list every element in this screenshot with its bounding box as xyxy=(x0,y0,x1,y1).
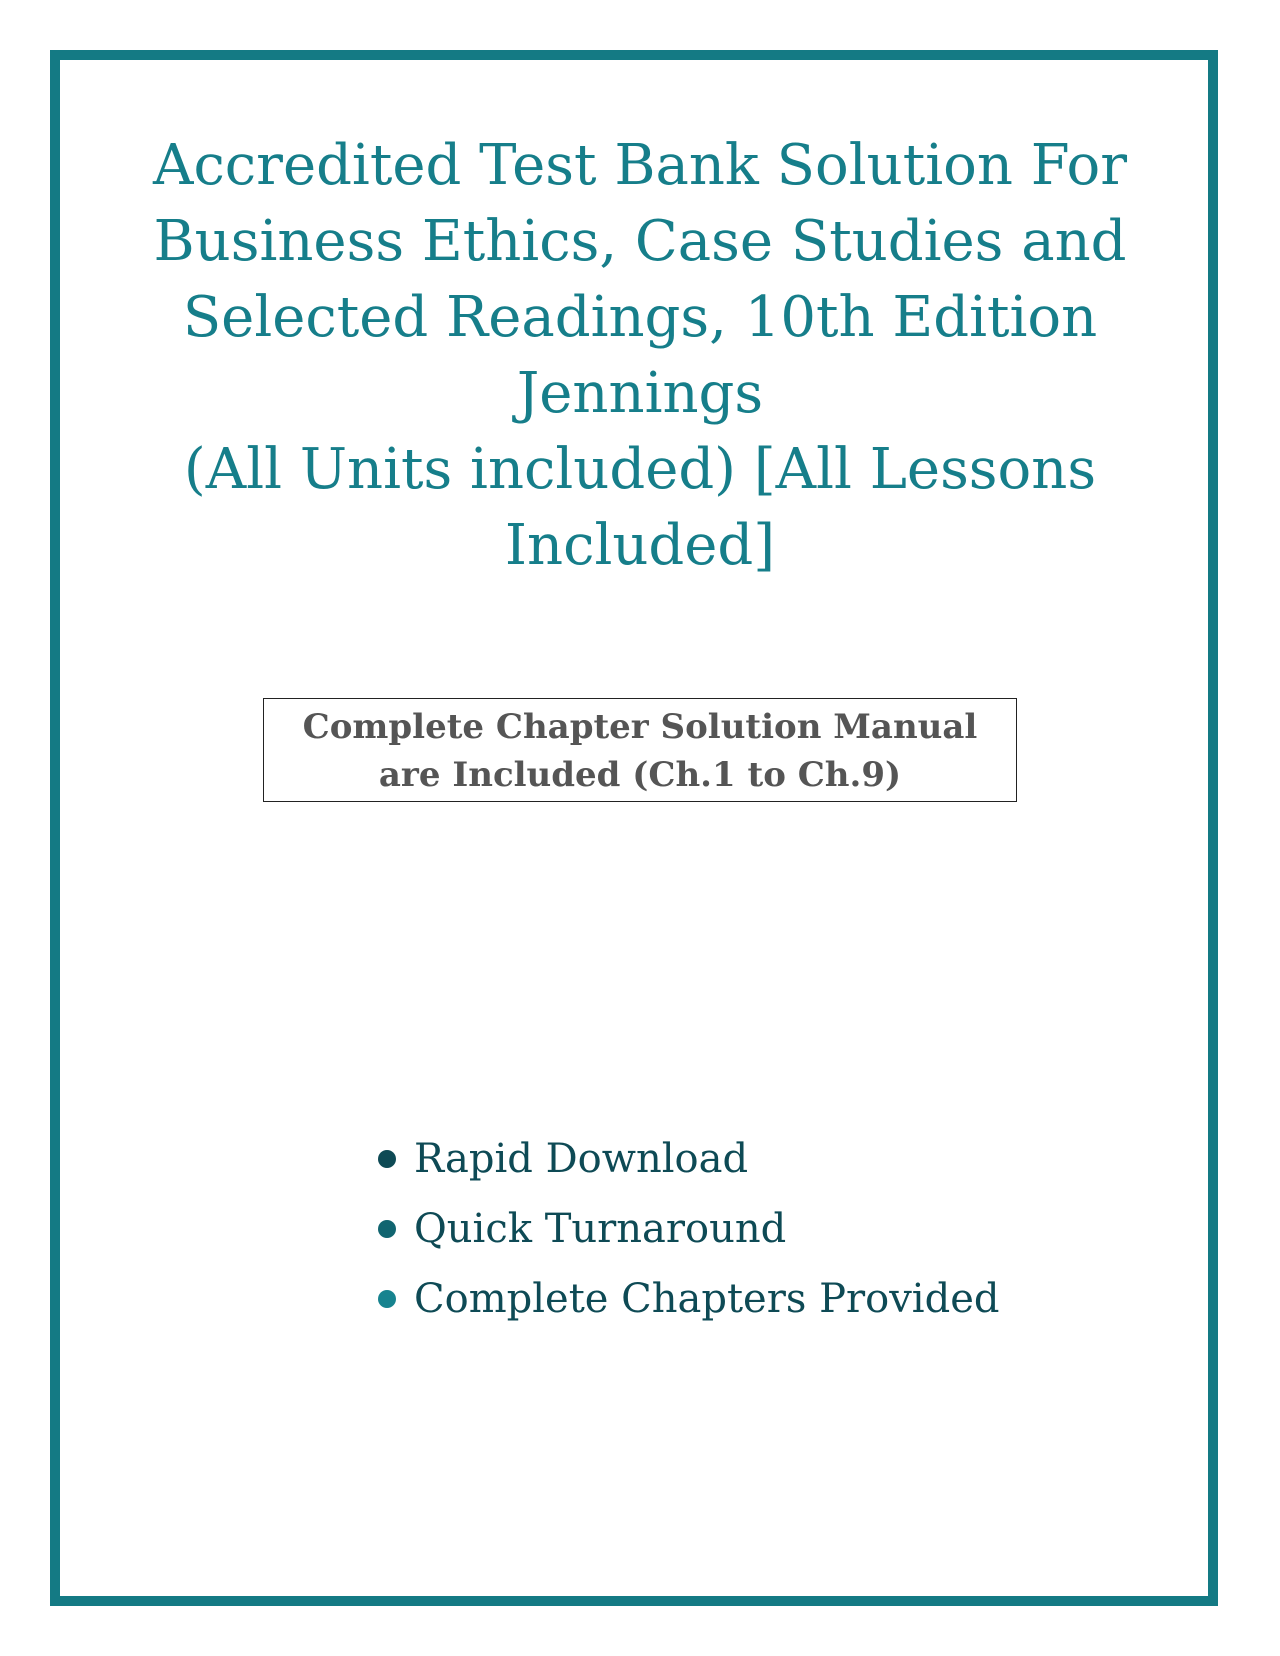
title-line: Included] xyxy=(504,513,776,578)
title-line: Business Ethics, Case Studies and xyxy=(153,209,1127,274)
callout-line: Complete Chapter Solution Manual xyxy=(302,707,978,747)
feature-label: Quick Turnaround xyxy=(414,1206,787,1252)
feature-label: Complete Chapters Provided xyxy=(414,1276,1000,1322)
bullet-dot-icon xyxy=(378,1150,396,1168)
feature-item-rapid-download xyxy=(378,1124,999,1194)
document-title xyxy=(80,128,1200,584)
title-line: Selected Readings, 10th Edition Jennings xyxy=(182,285,1098,426)
feature-label: Rapid Download xyxy=(414,1136,749,1182)
feature-item-quick-turnaround xyxy=(378,1194,999,1264)
feature-list xyxy=(378,1124,999,1334)
bullet-dot-icon xyxy=(378,1290,396,1308)
title-line: (All Units included) [All Lessons xyxy=(183,437,1097,502)
bullet-dot-icon xyxy=(378,1220,396,1238)
callout-line: are Included (Ch.1 to Ch.9) xyxy=(378,755,902,795)
feature-item-complete-chapters xyxy=(378,1264,999,1334)
solution-manual-callout-box xyxy=(263,698,1017,802)
title-line: Accredited Test Bank Solution For xyxy=(153,133,1127,198)
